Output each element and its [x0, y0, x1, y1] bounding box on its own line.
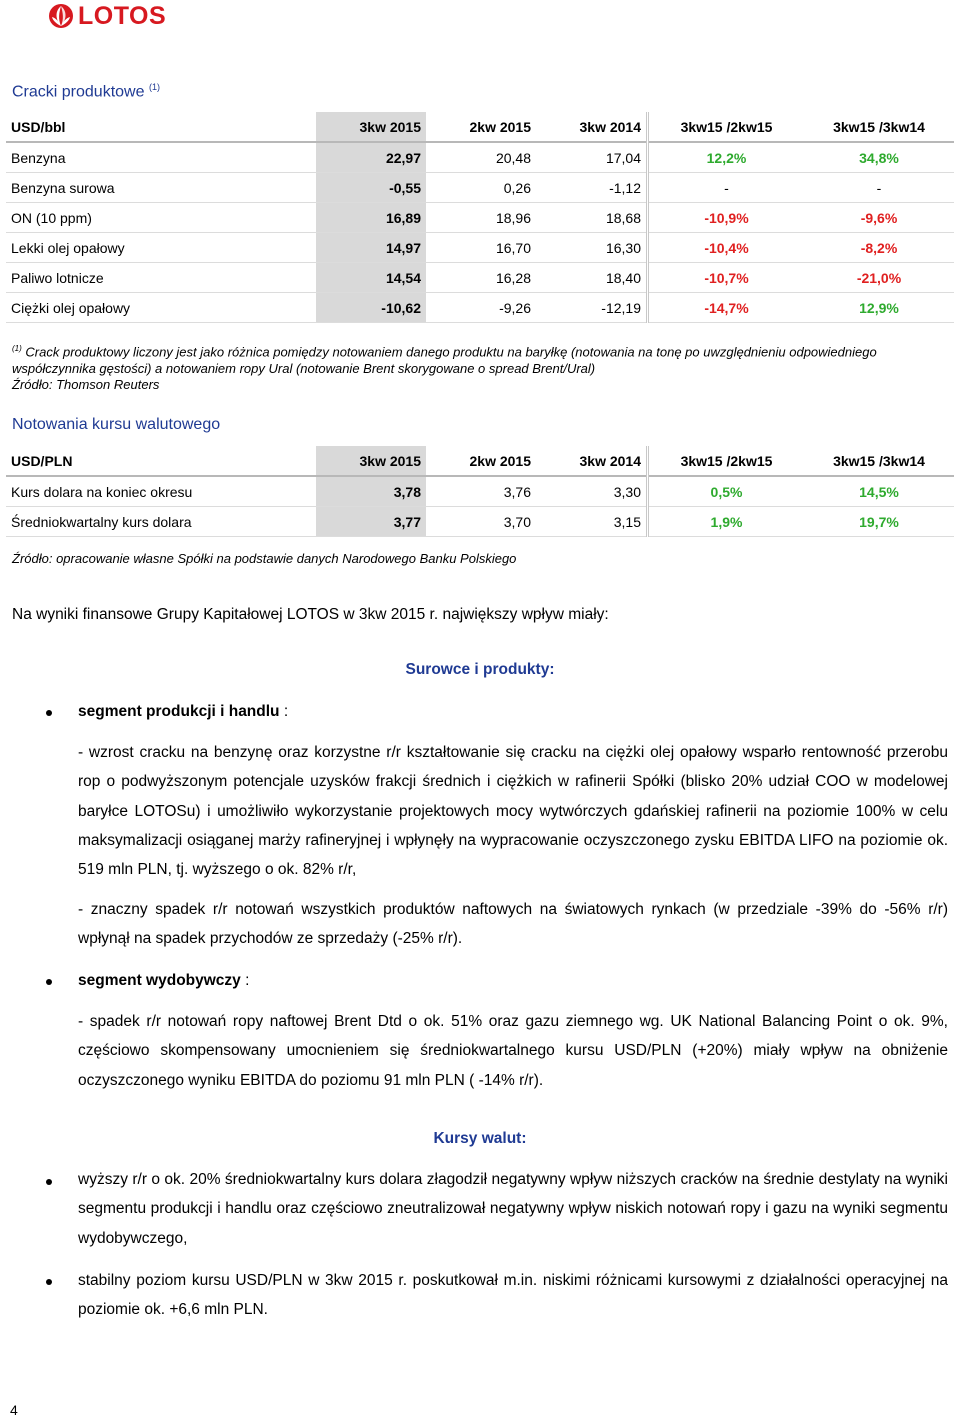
company-logo [48, 2, 166, 30]
bullet-dot [46, 1279, 52, 1285]
crack-header-cell: 3kw15 /3kw14 [804, 112, 954, 142]
crack-cell-v3: 16,30 [536, 233, 648, 263]
crack-cell-p1: - [648, 173, 805, 203]
lotos-flame-icon [48, 3, 74, 29]
footnote-text: Crack produktowy liczony jest jako różnica pomiędzy notowaniem danego produktu na baryłkę (notowania na tonę po uwzględnieniu odpowiedniego współczynnika gęstości) a notowaniem ropy Ural (notowanie Brent skorygowane o spread Brent/Ural) [12, 344, 877, 377]
fx-cell-v1: 3,78 [316, 476, 426, 507]
page-number: 4 [10, 1402, 18, 1418]
fx-cell-v3: 3,15 [536, 507, 648, 537]
crack-cell-p2: 34,8% [804, 142, 954, 173]
crack-cell-p2: 12,9% [804, 293, 954, 323]
crack-cell-label: ON (10 ppm) [6, 203, 316, 233]
fx-source: Źródło: opracowanie własne Spółki na podstawie danych Narodowego Banku Polskiego [12, 551, 517, 566]
bullet-dot [46, 1179, 52, 1185]
crack-cell-p2: -8,2% [804, 233, 954, 263]
crack-cell-p1: -10,9% [648, 203, 805, 233]
crack-cell-v1: 16,89 [316, 203, 426, 233]
crack-cell-v3: -1,12 [536, 173, 648, 203]
fx-header-cell: 3kw15 /3kw14 [804, 446, 954, 476]
table-row [6, 203, 954, 233]
intro-paragraph: Na wyniki finansowe Grupy Kapitałowej LOTOS w 3kw 2015 r. największy wpływ miały: [12, 606, 609, 623]
fx-cell-v1: 3,77 [316, 507, 426, 537]
segment-upstream-title [78, 972, 249, 990]
table-row [6, 142, 954, 173]
fx-section-title: Notowania kursu walutowego [12, 416, 221, 433]
crack-header-cell: 3kw 2014 [536, 112, 648, 142]
fx-header-cell: 3kw 2015 [316, 446, 426, 476]
fx-cell-p1: 0,5% [648, 476, 805, 507]
crack-header-row [6, 112, 954, 142]
crack-cell-v1: 14,54 [316, 263, 426, 293]
fx-header-cell: 3kw 2014 [536, 446, 648, 476]
crack-cell-v3: -12,19 [536, 293, 648, 323]
fx-cell-label: Kurs dolara na koniec okresu [6, 476, 316, 507]
fx-cell-v3: 3,30 [536, 476, 648, 507]
crack-cell-v1: 14,97 [316, 233, 426, 263]
crack-cell-v2: 20,48 [426, 142, 536, 173]
footnote-marker: (1) [12, 344, 22, 353]
crack-cell-label: Lekki olej opałowy [6, 233, 316, 263]
crack-cell-p1: -10,7% [648, 263, 805, 293]
crack-cell-v2: 18,96 [426, 203, 536, 233]
fx-cell-v2: 3,70 [426, 507, 536, 537]
segment-upstream-paragraph: - spadek r/r notowań ropy naftowej Brent Dtd o ok. 51% oraz gazu ziemnego wg. UK National Balancing Point o ok. 9%, częściowo skompensowany umocnieniem się średniokwartalnego kursu USD/PLN (+20%) miały wpływ na obniżenie oczyszczonego wyniku EBITDA do poziomu 91 mln PLN ( -14% r/r). [78, 1013, 948, 1089]
crack-cell-p1: -10,4% [648, 233, 805, 263]
crack-table [6, 112, 954, 323]
crack-cell-v1: -10,62 [316, 293, 426, 323]
crack-cell-v1: -0,55 [316, 173, 426, 203]
fx-header-row [6, 446, 954, 476]
crack-cell-v2: -9,26 [426, 293, 536, 323]
crack-section-title [12, 82, 160, 101]
fx-header-cell: 3kw15 /2kw15 [648, 446, 805, 476]
crack-cell-v2: 16,70 [426, 233, 536, 263]
fx-cell-label: Średniokwartalny kurs dolara [6, 507, 316, 537]
crack-cell-p1: 12,2% [648, 142, 805, 173]
segment-upstream-suffix: : [240, 972, 250, 989]
crack-cell-v3: 18,40 [536, 263, 648, 293]
crack-title-text: Cracki produktowe [12, 83, 145, 101]
segment-production-title [78, 703, 288, 721]
fx-rates-bullet-1: wyższy r/r o ok. 20% średniokwartalny kurs dolara złagodził negatywny wpływ niższych cracków na średnie destylaty na wyniki segmentu produkcji i handlu oraz częściowo zneutralizował negatywny wpływ niskich notowań ropy i gazu na wyniki segmentu wydobywczego, [78, 1171, 948, 1247]
crack-cell-p2: -21,0% [804, 263, 954, 293]
crack-cell-label: Paliwo lotnicze [6, 263, 316, 293]
fx-cell-p2: 14,5% [804, 476, 954, 507]
crack-header-cell: 3kw 2015 [316, 112, 426, 142]
fx-rates-bullet-2: stabilny poziom kursu USD/PLN w 3kw 2015 r. poskutkował m.in. niskimi różnicami kursowymi z działalności operacyjnej na poziomie ok. +6,6 mln PLN. [78, 1272, 948, 1319]
fx-header-cell: USD/PLN [6, 446, 316, 476]
fx-header-cell: 2kw 2015 [426, 446, 536, 476]
fx-cell-p2: 19,7% [804, 507, 954, 537]
table-row [6, 263, 954, 293]
crack-cell-v3: 18,68 [536, 203, 648, 233]
crack-footnote [12, 340, 952, 377]
fx-rates-heading: Kursy walut: [433, 1130, 527, 1147]
crack-header-cell: USD/bbl [6, 112, 316, 142]
table-row [6, 293, 954, 323]
table-row [6, 233, 954, 263]
fx-cell-v2: 3,76 [426, 476, 536, 507]
crack-source: Źródło: Thomson Reuters [12, 377, 160, 392]
segment-production-paragraph-2: - znaczny spadek r/r notowań wszystkich produktów naftowych na światowych rynkach (w przedziale -39% do -56% r/r) wpłynął na spadek przychodów ze sprzedaży (-25% r/r). [78, 901, 948, 948]
segment-production-suffix: : [279, 703, 289, 720]
crack-cell-label: Benzyna surowa [6, 173, 316, 203]
segment-production-paragraph-1: - wzrost cracku na benzynę oraz korzystne r/r kształtowanie się cracku na ciężki olej opałowy wsparło rentowność przerobu rop o podwyższonym potencjale uzysków frakcji średnich i ciężkich w rafinerii Spółki (blisko 20% udział COO w modelowej baryłce LOTOSu) i umożliwiło wykorzystanie projektowych mocy wytwórczych gdańskiej rafinerii na poziomie 100% w celu maksymalizacji osiąganej marży rafineryjnej i wpłynęły na wypracowanie oczyszczonego zysku EBITDA LIFO na poziomie ok. 519 mln PLN, tj. wyższego o ok. 82% r/r, [78, 744, 948, 879]
crack-cell-p1: -14,7% [648, 293, 805, 323]
segment-upstream-bold: segment wydobywczy [78, 972, 241, 989]
crack-cell-v3: 17,04 [536, 142, 648, 173]
table-row [6, 173, 954, 203]
crack-header-cell: 2kw 2015 [426, 112, 536, 142]
crack-cell-v1: 22,97 [316, 142, 426, 173]
table-row [6, 476, 954, 507]
crack-cell-p2: -9,6% [804, 203, 954, 233]
fx-cell-p1: 1,9% [648, 507, 805, 537]
bullet-dot [46, 979, 52, 985]
raw-materials-heading: Surowce i produkty: [405, 661, 555, 678]
crack-cell-label: Ciężki olej opałowy [6, 293, 316, 323]
fx-table [6, 446, 954, 537]
crack-cell-label: Benzyna [6, 142, 316, 173]
crack-cell-v2: 16,28 [426, 263, 536, 293]
crack-header-cell: 3kw15 /2kw15 [648, 112, 805, 142]
bullet-dot [46, 710, 52, 716]
crack-title-superscript: (1) [148, 82, 160, 92]
table-row [6, 507, 954, 537]
crack-cell-p2: - [804, 173, 954, 203]
logo-wordmark: LOTOS [78, 1, 167, 30]
segment-production-bold: segment produkcji i handlu [78, 703, 280, 720]
crack-cell-v2: 0,26 [426, 173, 536, 203]
